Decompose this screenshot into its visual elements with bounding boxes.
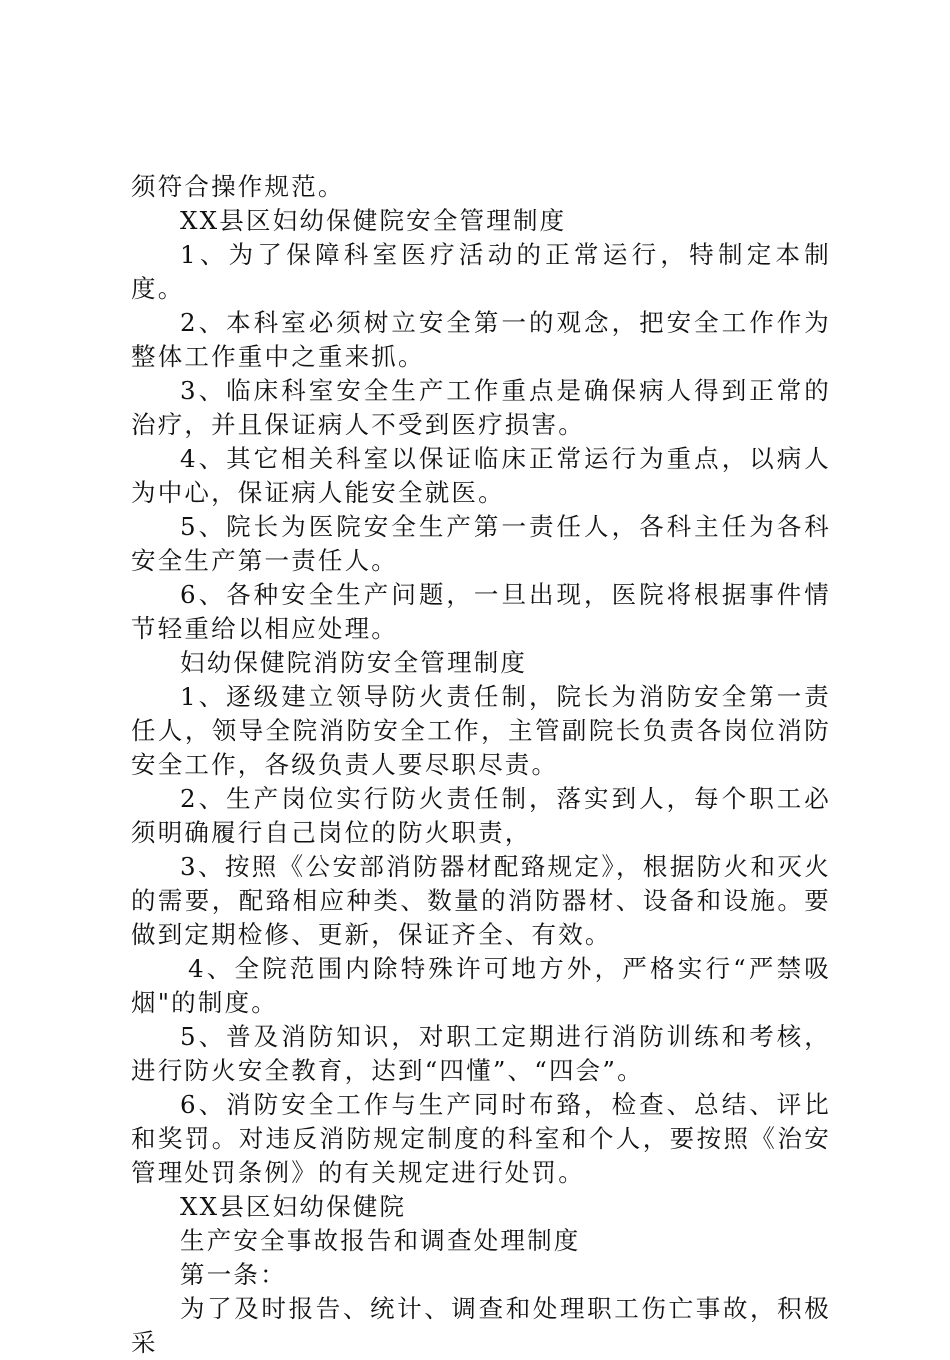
paragraph-item: 6、消防安全工作与生产同时布臵，检查、总结、评比和奖罚。对违反消防规定制度的科室和个人，要按照《治安管理处罚条例》的有关规定进行处罚。: [131, 1090, 831, 1187]
paragraph-item: 1、为了保障科室医疗活动的正常运行，特制定本制度。: [131, 240, 831, 303]
paragraph-item: 4、全院范围内除特殊许可地方外，严格实行“严禁吸烟"的制度。: [131, 954, 831, 1017]
paragraph-item: 1、逐级建立领导防火责任制，院长为消防安全第一责任人，领导全院消防安全工作，主管副院长负责各岗位消防安全工作，各级负责人要尽职尽责。: [131, 682, 831, 779]
section-title-safety-management: XX县区妇幼保健院安全管理制度: [180, 206, 567, 235]
paragraph-item: 2、生产岗位实行防火责任制，落实到人，每个职工必须明确履行自己岗位的防火职责，: [131, 784, 831, 847]
paragraph-item: 3、按照《公安部消防器材配臵规定》，根据防火和灭火的需要，配臵相应种类、数量的消防器材、设备和设施。要做到定期检修、更新，保证齐全、有效。: [131, 852, 831, 949]
section-title-fire-safety: 妇幼保健院消防安全管理制度: [180, 648, 528, 677]
paragraph-item: 2、本科室必须树立安全第一的观念，把安全工作作为整体工作重中之重来抓。: [131, 308, 831, 371]
organization-name: XX县区妇幼保健院: [180, 1192, 407, 1221]
paragraph-item: 4、其它相关科室以保证临床正常运行为重点，以病人为中心，保证病人能安全就医。: [131, 444, 831, 507]
article-heading: 第一条：: [180, 1260, 287, 1289]
paragraph-item: 6、各种安全生产问题，一旦出现，医院将根据事件情节轻重给以相应处理。: [131, 580, 831, 643]
paragraph-item: 为了及时报告、统计、调查和处理职工伤亡事故，积极采: [131, 1294, 831, 1357]
paragraph-continuation: 须符合操作规范。: [131, 172, 345, 201]
paragraph-item: 3、临床科室安全生产工作重点是确保病人得到正常的治疗，并且保证病人不受到医疗损害。: [131, 376, 831, 439]
paragraph-item: 5、普及消防知识，对职工定期进行消防训练和考核，进行防火安全教育，达到“四懂”、“四会”。: [131, 1022, 831, 1085]
paragraph-item: 5、院长为医院安全生产第一责任人，各科主任为各科安全生产第一责任人。: [131, 512, 831, 575]
section-title-accident-reporting: 生产安全事故报告和调查处理制度: [180, 1226, 581, 1255]
document-body: [131, 170, 831, 1360]
